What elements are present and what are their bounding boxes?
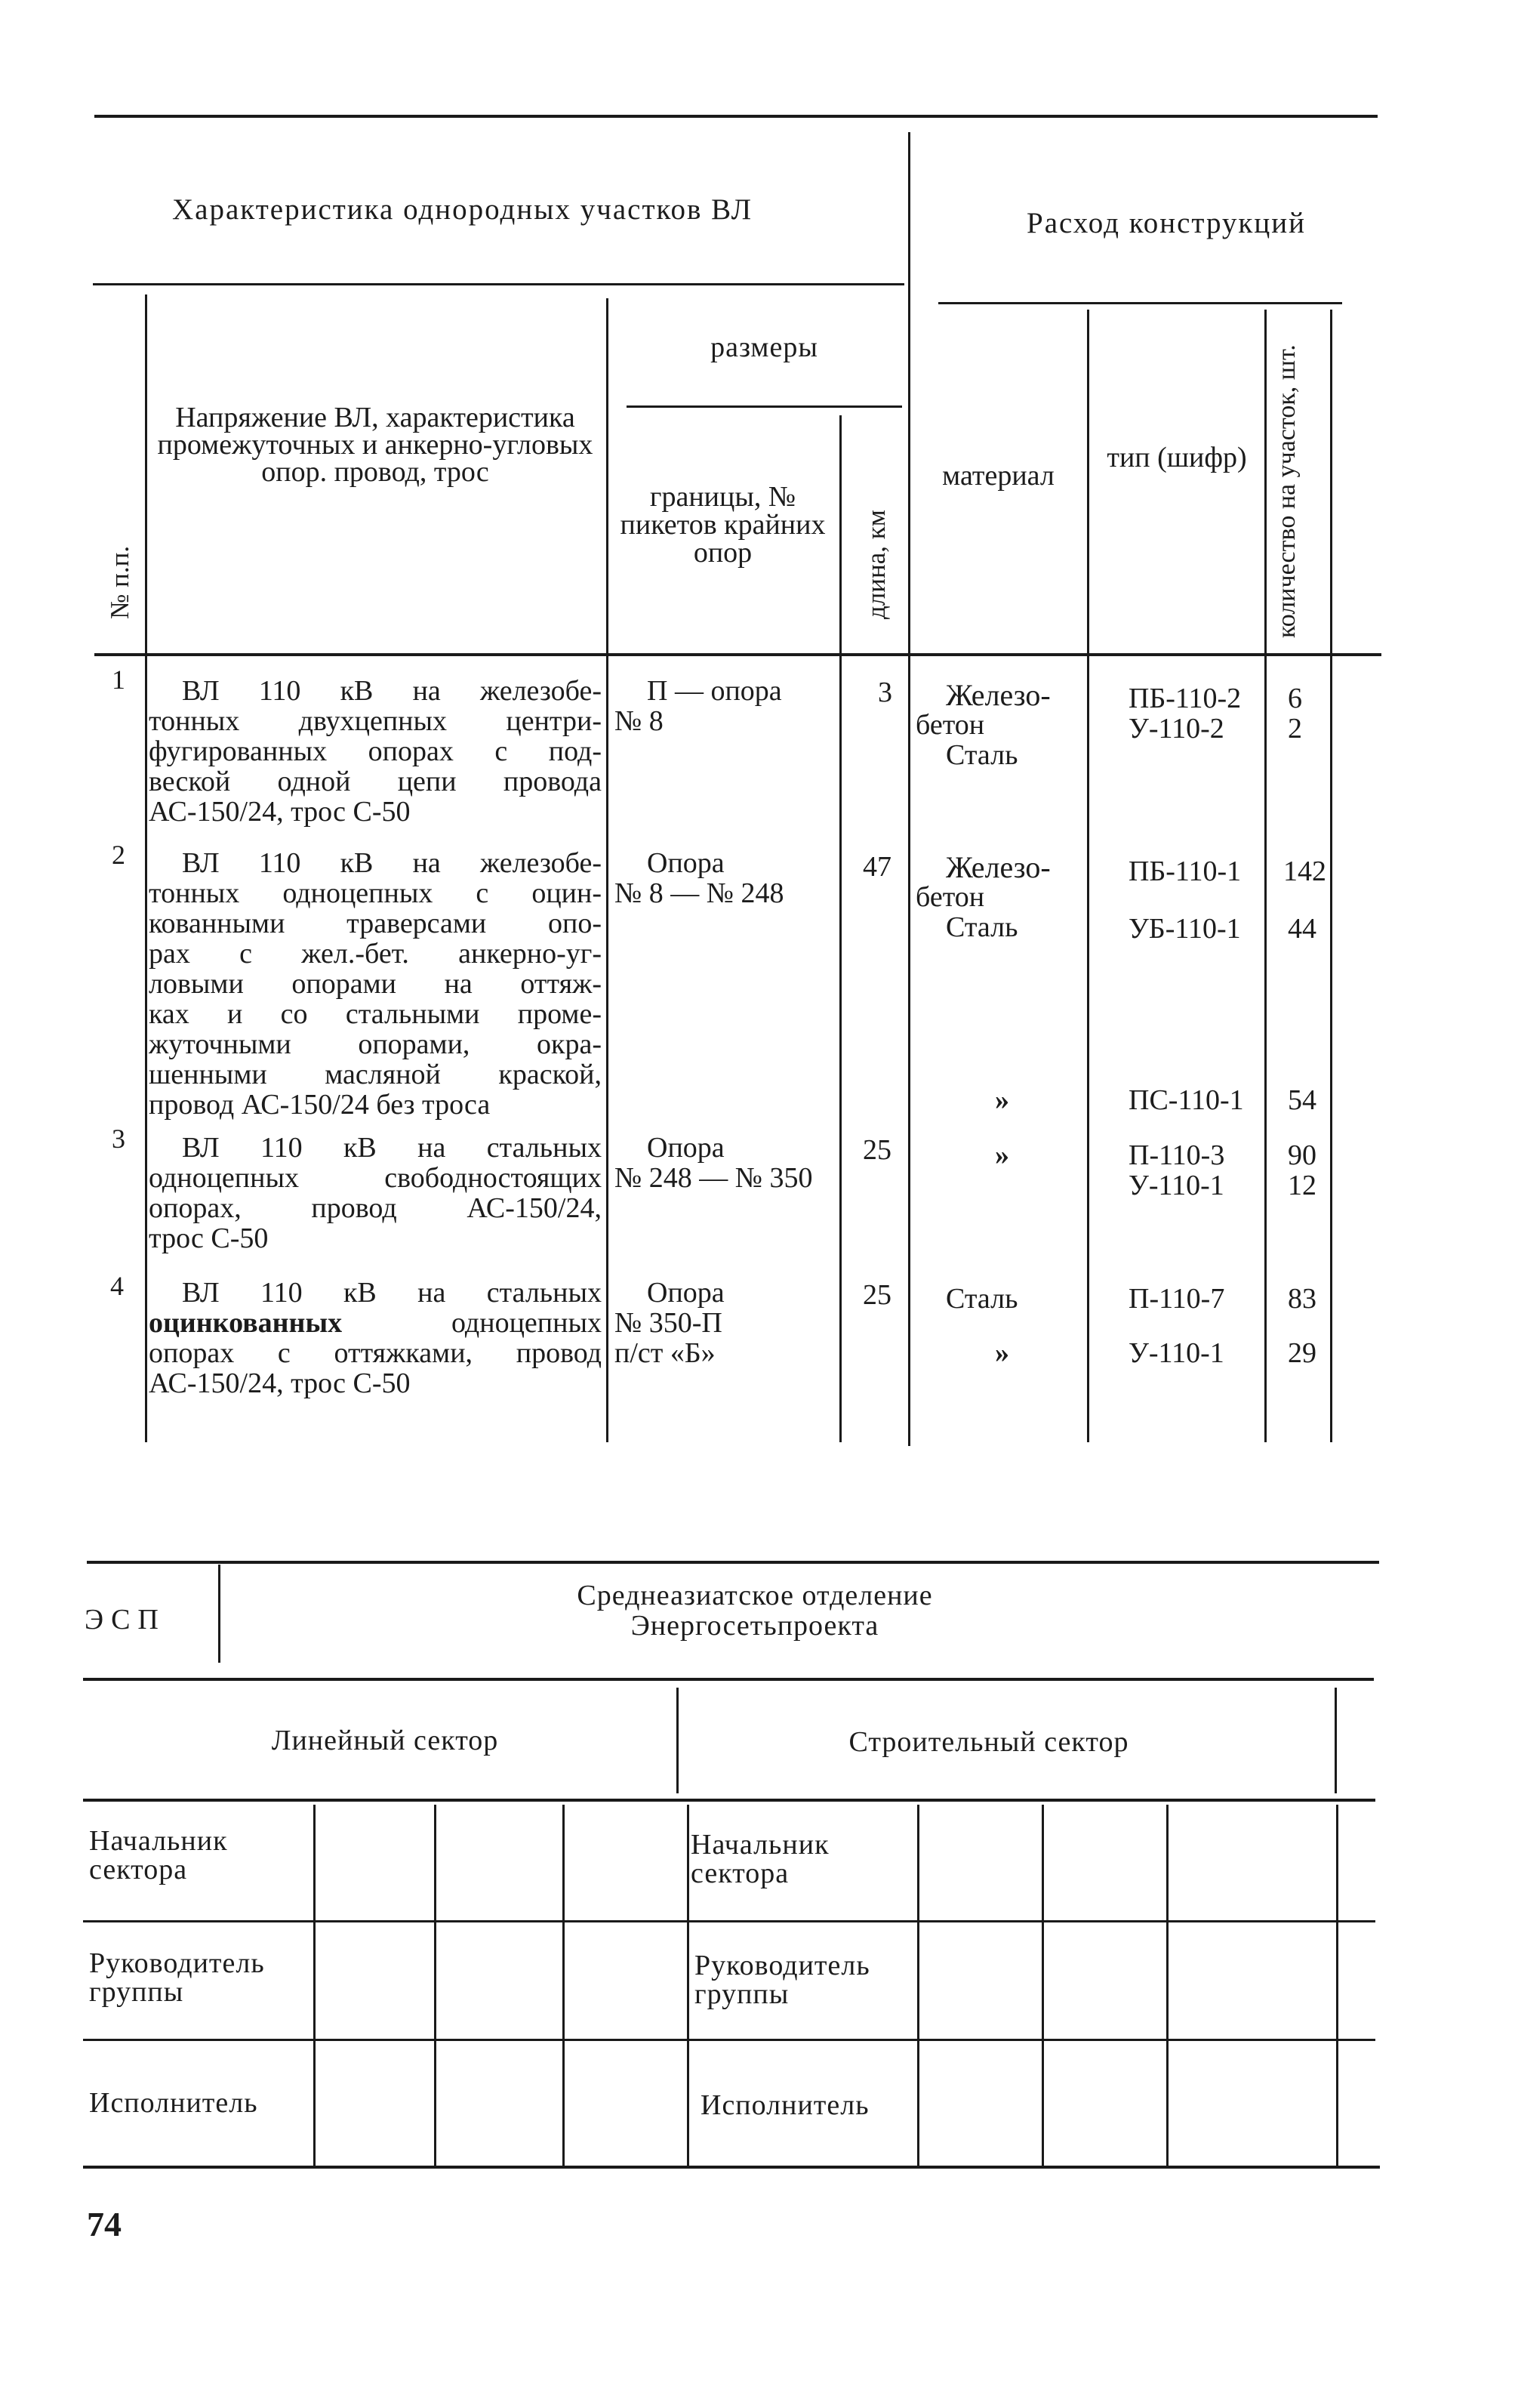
description-line: ВЛ 110 кВ на стальных (182, 1277, 602, 1309)
consumption-title: Расход конструкций (1027, 207, 1306, 239)
row-bounds-line: Опора (647, 1277, 725, 1309)
description-line-bold-row (149, 1308, 602, 1338)
row-material-line: бетон (916, 709, 985, 741)
row-qty: 83 (1288, 1283, 1316, 1315)
col-rule-bounds (839, 415, 842, 1442)
description-line: опорах, провод АС-150/24, (149, 1192, 602, 1224)
type-col-header (1091, 442, 1263, 473)
row-bounds-line: Опора (647, 1132, 725, 1164)
role-right-line: группы (694, 1978, 790, 2010)
description-line: провод АС-150/24 без троса (149, 1089, 491, 1121)
row-material-line: » (995, 1084, 1009, 1116)
row-type-line: УБ-110-1 (1129, 913, 1241, 945)
stamp-sector-bottom-rule (83, 1799, 1375, 1802)
description-line: ВЛ 110 кВ на железобе- (182, 675, 602, 707)
row-num: 4 (110, 1271, 124, 1301)
stamp-org-divider (218, 1565, 220, 1663)
stamp-right-edge (1335, 1688, 1337, 1793)
col-rule-voltage (606, 298, 608, 1442)
row-type-line: ПС-110-1 (1129, 1084, 1244, 1116)
row-description (149, 1278, 602, 1398)
row-length: 25 (863, 1134, 891, 1166)
row-num: 2 (112, 840, 125, 870)
description-line: одноцепных свободностоящих (149, 1162, 602, 1194)
stamp-col-rule (687, 1805, 689, 2167)
voltage-col-header (149, 404, 602, 486)
material-col-header: материал (942, 460, 1055, 492)
row-qty: 90 (1288, 1139, 1316, 1171)
description-line: АС-150/24, трос С-50 (149, 796, 411, 828)
row-bounds-line: п/ст «Б» (614, 1337, 716, 1369)
role-right-line: сектора (691, 1858, 790, 1889)
stamp-col-rule (434, 1805, 436, 2167)
description-line: кованными траверсами опо- (149, 908, 602, 939)
row-description (149, 676, 602, 827)
voltage-col-header-text: Напряжение ВЛ, характеристика промежуточных и анкерно-угловых опор. провод, трос (157, 402, 593, 488)
row-length: 47 (863, 851, 891, 883)
stamp-col-rule (1336, 1805, 1338, 2167)
row-bounds-line: Опора (647, 847, 725, 879)
row-material-line: Сталь (946, 911, 1018, 943)
col-rule-type (1264, 310, 1267, 1442)
table-group-divider (908, 132, 910, 1446)
row-qty: 6 (1288, 683, 1302, 714)
length-col-header: длина, км (861, 510, 891, 619)
sizes-underline (627, 405, 902, 408)
row-bounds-line: № 8 — № 248 (614, 877, 784, 909)
row-qty: 12 (1288, 1170, 1316, 1201)
row-description (149, 1133, 602, 1253)
qty-col-header (1272, 336, 1332, 638)
description-line: ках и со стальными проме- (149, 998, 602, 1030)
row-bounds-line: № 350-П (614, 1307, 722, 1339)
stamp-top-rule (87, 1561, 1379, 1564)
bounds-col-header (608, 483, 838, 567)
description-line: ВЛ 110 кВ на стальных (182, 1132, 602, 1164)
row-length: 3 (878, 677, 892, 708)
row-material-line: Сталь (946, 739, 1018, 771)
col-rule-num (145, 294, 147, 1442)
description-line: тонных двухцепных центри- (149, 705, 602, 737)
org-code: ЭСП (85, 1604, 166, 1636)
row-type-line: П-110-3 (1129, 1139, 1225, 1171)
row-length: 25 (863, 1279, 891, 1311)
stamp-col-rule (313, 1805, 316, 2167)
characteristics-underline (93, 283, 904, 285)
row-qty: 54 (1288, 1084, 1316, 1116)
description-line: тонных одноцепных с оцин- (149, 877, 602, 909)
stamp-org-bottom-rule (83, 1678, 1374, 1681)
description-line: жуточными опорами, окра- (149, 1028, 602, 1060)
row-type-line: У-110-2 (1129, 713, 1224, 745)
role-left-line: Исполнитель (89, 2087, 258, 2119)
description-line: фугированных опорах с под- (149, 735, 602, 767)
num-col-header: № п.п. (105, 545, 134, 619)
row-type-line: П-110-7 (1129, 1283, 1225, 1315)
stamp-col-rule (1166, 1805, 1169, 2167)
role-left-line: Руководитель (89, 1947, 265, 1979)
org-name-line1: Среднеазиатское отделение (577, 1580, 933, 1611)
org-name-line2: Энергосетьпроекта (630, 1610, 879, 1642)
description-line: рах с жел.-бет. анкерно-уг- (149, 938, 602, 970)
row-qty: 29 (1288, 1337, 1316, 1369)
stamp-col-rule (1042, 1805, 1044, 2167)
row-type-line: ПБ-110-2 (1129, 683, 1242, 714)
stamp-row-rule (83, 1920, 1375, 1922)
row-material-line: Железо- (946, 678, 1051, 712)
characteristics-title: Характеристика однородных участков ВЛ (172, 193, 753, 226)
role-left-line: группы (89, 1976, 184, 2008)
description-line: веской одной цепи провода (149, 766, 602, 797)
row-num: 1 (112, 664, 125, 695)
row-qty: 44 (1288, 913, 1316, 945)
description-line: АС-150/24, трос С-50 (149, 1367, 411, 1399)
table-top-rule (94, 115, 1378, 118)
role-left-line: Начальник (89, 1825, 228, 1857)
row-bounds-line: П — опора (647, 675, 782, 707)
description-line: шенными масляной краской, (149, 1059, 602, 1090)
role-right-line: Исполнитель (701, 2089, 870, 2121)
role-right-line: Руководитель (694, 1950, 870, 1981)
row-bounds-line: № 8 (614, 705, 664, 737)
stamp-row-rule (83, 2039, 1375, 2041)
sector-left-label: Линейный сектор (271, 1725, 499, 1756)
role-left-line: сектора (89, 1854, 188, 1885)
description-line: трос С-50 (149, 1222, 269, 1254)
description-word: одноцепных (451, 1307, 602, 1339)
description-line: опорах с оттяжками, провод (149, 1337, 602, 1369)
row-num: 3 (112, 1124, 125, 1154)
description-bold-word: оцинкованных (149, 1307, 343, 1339)
row-qty: 2 (1288, 713, 1302, 745)
qty-col-header-text: количество на участок, шт. (1273, 344, 1301, 638)
header-bottom-rule (94, 653, 1381, 656)
stamp-center-divider (676, 1688, 679, 1793)
row-material-line: » (995, 1337, 1009, 1369)
row-type-line: У-110-1 (1129, 1337, 1224, 1369)
row-type-line: У-110-1 (1129, 1170, 1224, 1201)
role-right-line: Начальник (691, 1829, 830, 1861)
stamp-bottom-rule (83, 2166, 1380, 2169)
sizes-col-header: размеры (710, 331, 818, 363)
description-line: ВЛ 110 кВ на железобе- (182, 847, 602, 879)
stamp-col-rule (562, 1805, 565, 2167)
row-material-line: бетон (916, 881, 985, 913)
row-material-line: Сталь (946, 1283, 1018, 1315)
description-line: ловыми опорами на оттяж- (149, 968, 602, 1000)
row-qty: 142 (1283, 856, 1326, 887)
row-material-line: Железо- (946, 850, 1051, 884)
type-col-header-text: тип (шифр) (1107, 442, 1247, 473)
row-description (149, 848, 602, 1120)
sector-right-label: Строительный сектор (848, 1726, 1129, 1758)
row-material-line: » (995, 1139, 1009, 1171)
row-bounds-line: № 248 — № 350 (614, 1162, 813, 1194)
bounds-col-header-text: границы, № пикетов крайних опор (620, 481, 826, 569)
row-type-line: ПБ-110-1 (1129, 856, 1242, 887)
col-rule-material (1087, 310, 1089, 1442)
stamp-col-rule (917, 1805, 919, 2167)
page-number: 74 (87, 2205, 122, 2243)
consumption-underline (938, 302, 1342, 304)
